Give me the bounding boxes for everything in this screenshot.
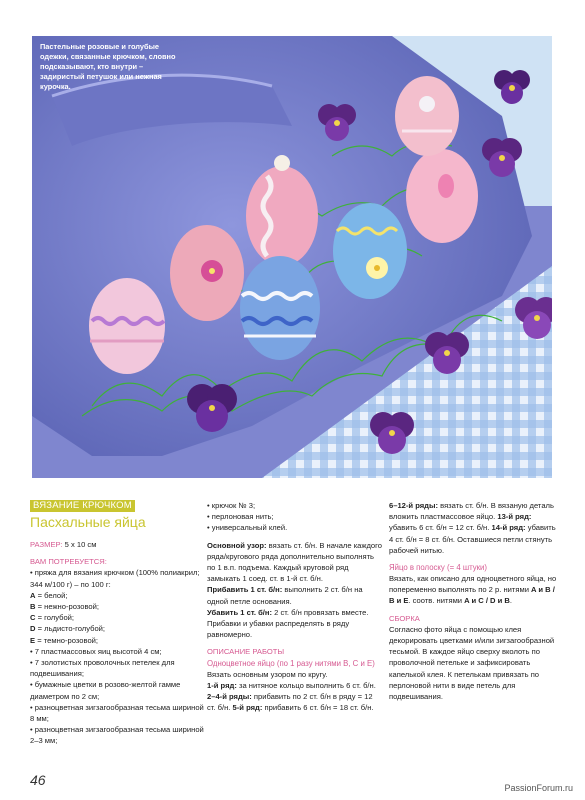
article-title: Пасхальные яйца (30, 514, 146, 530)
materials-item: • перлоновая нить; (207, 511, 382, 522)
rows-continued: 6–12-й ряды: вязать ст. б/н. В вязаную деталь вложить пластмассовое яйцо. 13-й ряд: убавить 6 ст. б/н = 12 ст. б/н. 14-й ряд: убавить 4 ст. б/н = 8 ст. б/н. Оставшиеся петли стянуть рабочей нитью. (389, 501, 556, 555)
size-value: 5 х 10 см (62, 540, 97, 549)
materials-item: • разноцветная зигзагообразная тесьма шириной 8 мм; (30, 702, 206, 724)
assembly-title: СБОРКА (389, 613, 420, 623)
easter-eggs-photo (32, 36, 552, 478)
striped-egg-text: Вязать, как описано для одноцветного яйца, но попеременно выполнять по 2 р. нитями A и B / B и E. соотв. нитями A и C / D и B. (389, 574, 557, 606)
page-number: 46 (30, 772, 46, 788)
striped-egg-title: Яйцо в полоску (= 4 штуки) (389, 563, 487, 573)
materials-item: • бумажные цветки в розово-желтой гамме диаметром по 2 см; (30, 679, 206, 701)
color-item: B = нежно-розовой; (30, 602, 100, 612)
rows-paragraph: 1-й ряд: за нитяное кольцо выполнить 6 ст. б/н. 2–4-й ряды: прибавить по 2 ст. б/н в ряду = 12 ст. б/н. 5-й ряд: прибавить 6 ст. б/н = 18 ст. б/н. (207, 680, 376, 713)
single-egg-intro: Вязать основным узором по кругу. (207, 669, 328, 679)
increase-paragraph: Прибавить 1 ст. б/н: выполнить 2 ст. б/н на одной петле основания. (207, 585, 363, 606)
photo-caption: Пастельные розовые и голубые одежки, связанные крючком, словно подсказывают, кто внутри – задиристый петушок или нежная курочка. (40, 42, 176, 91)
materials-item: • крючок № 3; (207, 500, 382, 511)
materials-intro: • пряжа для вязания крючком (100% полиакрил; 344 м/100 г) – по 100 г: (30, 567, 206, 589)
materials-item: • универсальный клей. (207, 522, 382, 533)
materials-title: ВАМ ПОТРЕБУЕТСЯ: (30, 557, 107, 567)
decrease-paragraph: Убавить 1 ст. б/н: 2 ст. б/н провязать вместе. (207, 607, 369, 617)
watermark: PassionForum.ru (504, 783, 573, 793)
size-label: РАЗМЕР: (30, 540, 63, 549)
category-tag: ВЯЗАНИЕ КРЮЧКОМ (30, 500, 135, 512)
column-2 (207, 500, 382, 713)
materials-item: • 7 золотистых проволочных петелек для подвешивания; (30, 657, 206, 679)
column-1 (30, 500, 206, 747)
color-item: D = льдисто-голубой; (30, 624, 106, 634)
color-item: E = темно-розовой; (30, 635, 99, 645)
color-item: A = белой; (30, 590, 68, 600)
materials-item: • разноцветная зигзагообразная тесьма шириной 2–3 мм; (30, 724, 206, 746)
materials-item: • 7 пластмассовых яиц высотой 4 см; (30, 646, 206, 657)
assembly-text: Согласно фото яйца с помощью клея декорировать цветками и/или зигзагообразной тесьмой. В каждое яйцо сверху вколоть по проволочной петельке и зафиксировать капелькой клея. К петелькам привязать по перлоновой нити в виде петель для подвешивания. (389, 624, 555, 702)
color-item: C = голубой; (30, 613, 75, 623)
work-title: ОПИСАНИЕ РАБОТЫ (207, 647, 285, 657)
column-3 (389, 500, 559, 702)
pattern-paragraph: Основной узор: вязать ст. б/н. В начале каждого ряда/кругового ряда дополнительно выполнять по 1 в.п. подъема. Каждый круговой ряд замыкать 1 соед. ст. в 1-й ст. б/н. (207, 540, 382, 584)
single-egg-title: Одноцветное яйцо (по 1 разу нитями B, C и E) (207, 658, 375, 668)
distribution-note: Прибавки и убавки распределять в ряду равномерно. (207, 619, 350, 640)
